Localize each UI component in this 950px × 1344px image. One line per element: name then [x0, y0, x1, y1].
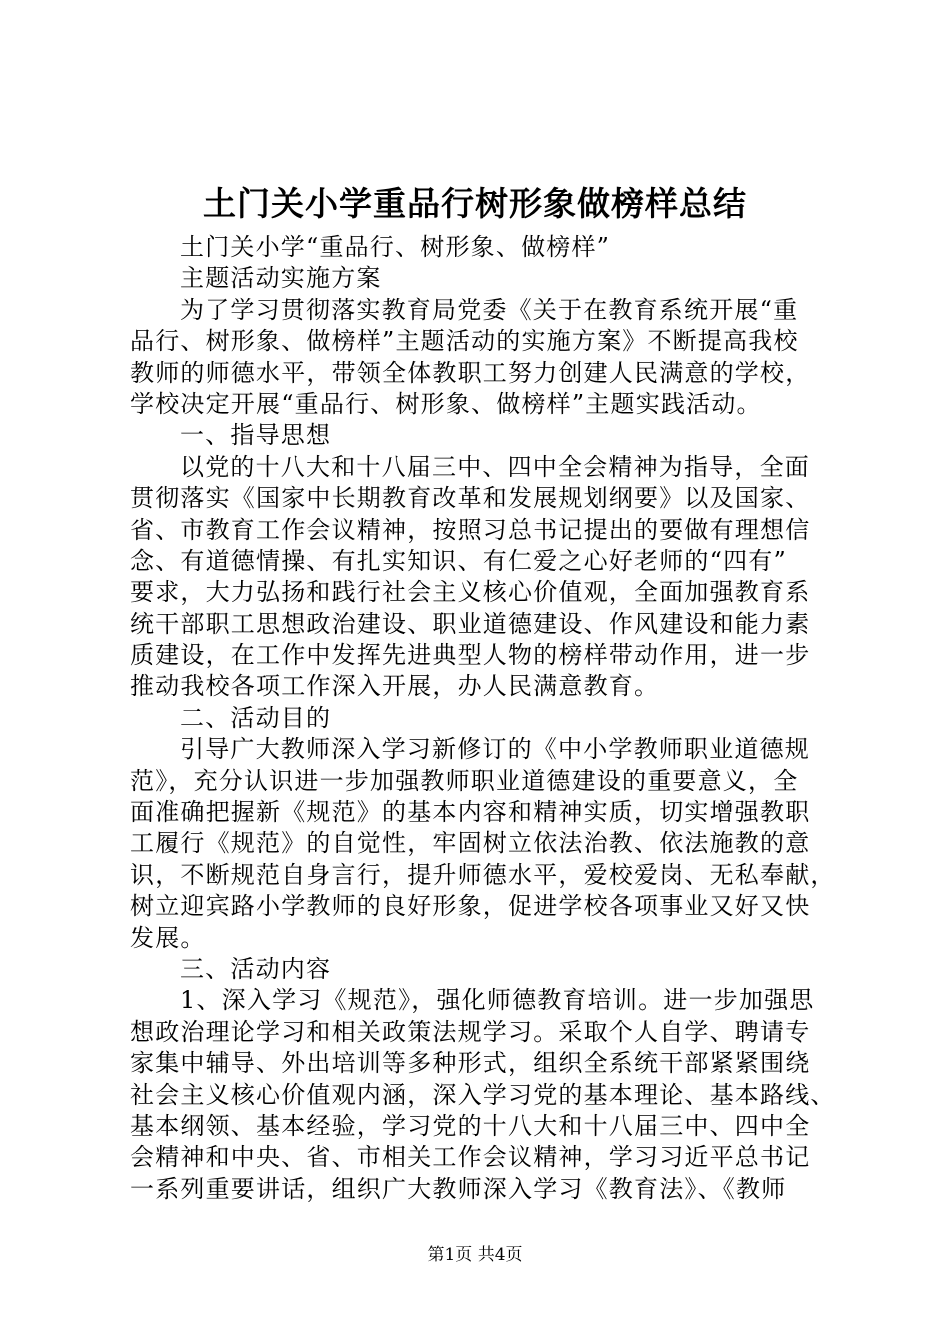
body-line: 主题活动实施方案	[180, 264, 382, 293]
body-line: 二、活动目的	[180, 703, 332, 732]
body-line: 1、深入学习《规范》，强化师德教育培训。进一步加强思	[180, 986, 815, 1015]
body-line: 引导广大教师深入学习新修订的《中小学教师职业道德规	[180, 735, 810, 764]
body-line: 基本纲领、基本经验，学习党的十八大和十八届三中、四中全	[130, 1111, 811, 1140]
body-line: 社会主义核心价值观内涵，深入学习党的基本理论、基本路线、	[130, 1080, 836, 1109]
body-line: 一系列重要讲话，组织广大教师深入学习《教育法》、《教师	[130, 1174, 787, 1203]
body-line: 为了学习贯彻落实教育局党委《关于在教育系统开展“重	[180, 295, 799, 324]
body-line: 树立迎宾路小学教师的良好形象，促进学校各项事业又好又快	[130, 892, 811, 921]
body-line: 工履行《规范》的自觉性，牢固树立依法治教、依法施教的意	[130, 829, 811, 858]
body-line: 念、有道德情操、有扎实知识、有仁爱之心好老师的“四有”	[130, 546, 787, 575]
body-line: 教师的师德水平，带领全体教职工努力创建人民满意的学校，	[130, 358, 811, 387]
body-line: 识，不断规范自身言行，提升师德水平，爱校爱岗、无私奉献，	[130, 860, 836, 889]
body-line: 家集中辅导、外出培训等多种形式，组织全系统干部紧紧围绕	[130, 1049, 811, 1078]
body-line: 推动我校各项工作深入开展，办人民满意教育。	[130, 672, 660, 701]
body-line: 要求，大力弘扬和践行社会主义核心价值观，全面加强教育系	[130, 578, 811, 607]
body-line: 质建设，在工作中发挥先进典型人物的榜样带动作用，进一步	[130, 641, 811, 670]
body-line: 三、活动内容	[180, 954, 332, 983]
body-line: 想政治理论学习和相关政策法规学习。采取个人自学、聘请专	[130, 1017, 811, 1046]
document-title: 土门关小学重品行树形象做榜样总结	[203, 184, 747, 223]
body-line: 一、指导思想	[180, 421, 332, 450]
body-line: 统干部职工思想政治建设、职业道德建设、作风建设和能力素	[130, 609, 811, 638]
page-footer: 第1页 共4页	[427, 1245, 523, 1265]
body-line: 以党的十八大和十八届三中、四中全会精神为指导，全面	[180, 452, 810, 481]
body-line: 土门关小学“重品行、树形象、做榜样”	[180, 233, 611, 261]
document-body	[130, 232, 836, 1205]
body-line: 品行、树形象、做榜样”主题活动的实施方案》不断提高我校	[130, 327, 799, 356]
body-line: 发展。	[130, 923, 206, 952]
body-line: 会精神和中央、省、市相关工作会议精神，学习习近平总书记	[130, 1143, 811, 1172]
body-line: 省、市教育工作会议精神，按照习总书记提出的要做有理想信	[130, 515, 811, 544]
body-line: 面准确把握新《规范》的基本内容和精神实质，切实增强教职	[130, 798, 811, 827]
body-line: 学校决定开展“重品行、树形象、做榜样”主题实践活动。	[130, 389, 762, 418]
body-line: 范》，充分认识进一步加强教师职业道德建设的重要意义，全	[130, 766, 799, 795]
body-line: 贯彻落实《国家中长期教育改革和发展规划纲要》以及国家、	[130, 484, 811, 513]
